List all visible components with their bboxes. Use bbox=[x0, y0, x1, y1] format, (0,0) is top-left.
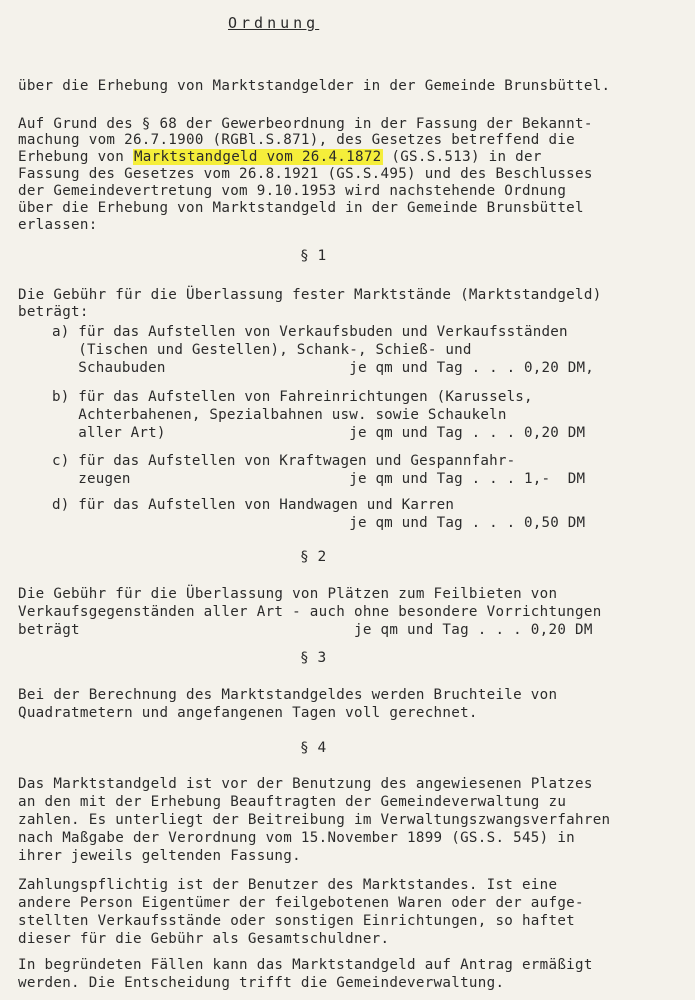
list-item: c) für das Aufstellen von Kraftwagen und Gespannfahr- bbox=[52, 453, 516, 469]
subtitle: über die Erhebung von Marktstandgelder in der Gemeinde Brunsbüttel. bbox=[18, 78, 611, 94]
list-item: d) für das Aufstellen von Handwagen und Karren bbox=[52, 497, 455, 513]
section-heading: § 3 bbox=[300, 650, 327, 666]
section-text: In begründeten Fällen kann das Marktstandgeld auf Antrag ermäßigt bbox=[18, 957, 593, 973]
list-item: je qm und Tag . . . 0,50 DM bbox=[52, 515, 586, 531]
section-text: Bei der Berechnung des Marktstandgeldes werden Bruchteile von bbox=[18, 687, 558, 703]
document-title: Ordnung bbox=[228, 14, 320, 32]
list-item: (Tischen und Gestellen), Schank-, Schieß- und bbox=[52, 342, 472, 358]
list-item: b) für das Aufstellen von Fahreinrichtungen (Karussels, bbox=[52, 389, 533, 405]
preamble-line: der Gemeindevertretung vom 9.10.1953 wird nachstehende Ordnung bbox=[18, 183, 567, 199]
section-text: an den mit der Erhebung Beauftragten der Gemeindeverwaltung zu bbox=[18, 794, 567, 810]
list-item: Achterbahenen, Spezialbahnen usw. sowie Schaukeln bbox=[52, 407, 507, 423]
section-heading: § 2 bbox=[300, 549, 327, 565]
preamble-line: Erhebung von Marktstandgeld vom 26.4.1872 (GS.S.513) in der bbox=[18, 149, 542, 165]
section-text: Das Marktstandgeld ist vor der Benutzung des angewiesenen Platzes bbox=[18, 776, 593, 792]
section-text: werden. Die Entscheidung trifft die Gemeindeverwaltung. bbox=[18, 975, 505, 991]
section-text: stellten Verkaufsstände oder sonstigen Einrichtungen, so haftet bbox=[18, 913, 576, 929]
section-text: Die Gebühr für die Überlassung von Plätzen zum Feilbieten von bbox=[18, 586, 558, 602]
preamble-line: Auf Grund des § 68 der Gewerbeordnung in der Fassung der Bekannt- bbox=[18, 116, 593, 132]
section-text: ihrer jeweils geltenden Fassung. bbox=[18, 848, 301, 864]
preamble-line: erlassen: bbox=[18, 217, 98, 233]
section-text: zahlen. Es unterliegt der Beitreibung im Verwaltungszwangsverfahren bbox=[18, 812, 611, 828]
section-text: Die Gebühr für die Überlassung fester Marktstände (Marktstandgeld) bbox=[18, 287, 602, 303]
preamble-line: über die Erhebung von Marktstandgeld in der Gemeinde Brunsbüttel bbox=[18, 200, 584, 216]
preamble-line: Fassung des Gesetzes vom 26.8.1921 (GS.S.495) und des Beschlusses bbox=[18, 166, 593, 182]
highlighted-text: Marktstandgeld vom 26.4.1872 bbox=[133, 149, 382, 165]
list-item: Schaubuden je qm und Tag . . . 0,20 DM, bbox=[52, 360, 594, 376]
list-item: zeugen je qm und Tag . . . 1,- DM bbox=[52, 471, 586, 487]
list-item: a) für das Aufstellen von Verkaufsbuden und Verkaufsständen bbox=[52, 324, 568, 340]
section-text: andere Person Eigentümer der feilgebotenen Waren oder der aufge- bbox=[18, 895, 584, 911]
section-text: dieser für die Gebühr als Gesamtschuldner. bbox=[18, 931, 390, 947]
section-text: Verkaufsgegenständen aller Art - auch ohne besondere Vorrichtungen bbox=[18, 604, 602, 620]
section-text: Quadratmetern und angefangenen Tagen voll gerechnet. bbox=[18, 705, 478, 721]
section-heading: § 1 bbox=[300, 248, 327, 264]
section-text: nach Maßgabe der Verordnung vom 15.November 1899 (GS.S. 545) in bbox=[18, 830, 576, 846]
list-item: aller Art) je qm und Tag . . . 0,20 DM bbox=[52, 425, 586, 441]
section-heading: § 4 bbox=[300, 740, 327, 756]
preamble-line: machung vom 26.7.1900 (RGBl.S.871), des Gesetzes betreffend die bbox=[18, 132, 576, 148]
section-text: beträgt: bbox=[18, 304, 89, 320]
section-text: Zahlungspflichtig ist der Benutzer des Marktstandes. Ist eine bbox=[18, 877, 558, 893]
section-text: beträgt je qm und Tag . . . 0,20 DM bbox=[18, 622, 593, 638]
